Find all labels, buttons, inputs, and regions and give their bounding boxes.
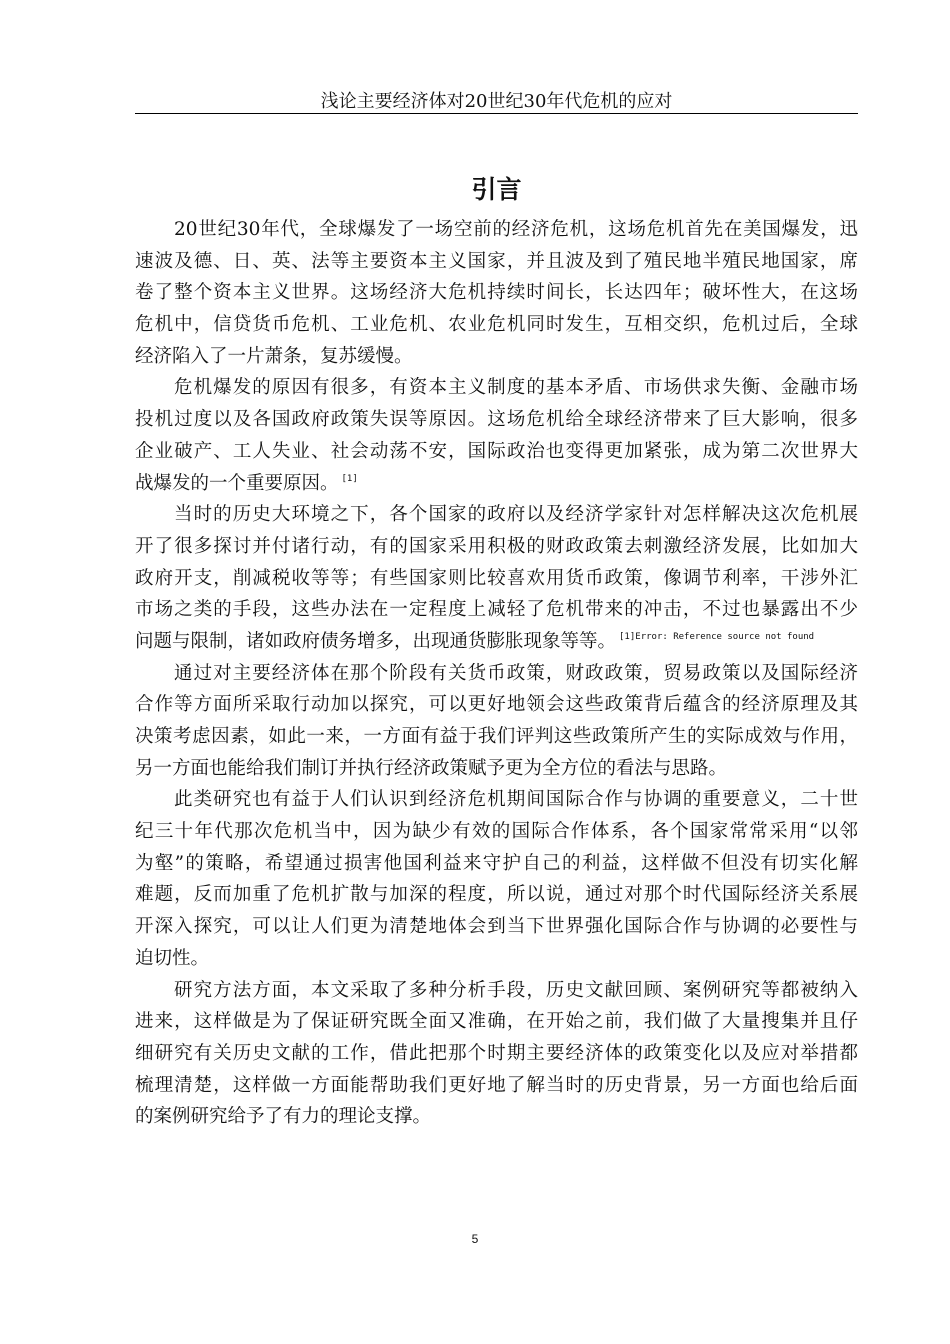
running-header: 浅论主要经济体对20世纪30年代危机的应对 (320, 91, 673, 112)
text-line: 危机中，信贷货币危机、工业危机、农业危机同时发生，互相交织，危机过后，全球 (135, 314, 858, 336)
text-line: 决策考虑因素，如此一来，一方面有益于我们评判这些政策所产生的实际成效与作用， (135, 726, 858, 747)
text-line: 政府开支，削减税收等等；有些国家则比较喜欢用货币政策，像调节利率，干涉外汇 (135, 567, 858, 589)
text-line: 另一方面也能给我们制订并执行经济政策赋予更为全方位的看法与思路。 (135, 757, 728, 779)
citation-reference[interactable]: [1] (341, 473, 358, 484)
text-line: 卷了整个资本主义世界。这场经济大危机持续时间长，长达四年；破坏性大，在这场 (135, 282, 858, 304)
text-line: 此类研究也有益于人们认识到经济危机期间国际合作与协调的重要意义，二十世 (174, 789, 858, 811)
text-line: 为壑”的策略，希望通过损害他国利益来守护自己的利益，这样做不但没有切实化解 (135, 852, 858, 874)
page-number: 5 (471, 1232, 479, 1246)
text-line: 企业破产、工人失业、社会动荡不安，国际政治也变得更加紧张，成为第二次世界大 (135, 440, 858, 462)
text-line: 梳理清楚，这样做一方面能帮助我们更好地了解当时的历史背景，另一方面也给后面 (135, 1074, 858, 1096)
text-line: 速波及德、日、英、法等主要资本主义国家，并且波及到了殖民地半殖民地国家，席 (135, 250, 858, 272)
text-line: 开深入探究，可以让人们更为清楚地体会到当下世界强化国际合作与协调的必要性与 (135, 916, 858, 938)
text-line: 细研究有关历史文献的工作，借此把那个时期主要经济体的政策变化以及应对举措都 (135, 1042, 858, 1064)
text-line: 危机爆发的原因有很多，有资本主义制度的基本矛盾、市场供求失衡、金融市场 (174, 377, 858, 399)
text-line (135, 626, 858, 658)
text-line: 经济陷入了一片萧条，复苏缓慢。 (135, 345, 413, 367)
paragraph (135, 975, 858, 1133)
text-line: 当时的历史大环境之下，各个国家的政府以及经济学家针对怎样解决这次危机展 (174, 504, 858, 526)
citation-reference[interactable]: [1]Error: Reference source not found (619, 631, 815, 642)
text-line: 开了很多探讨并付诸行动，有的国家采用积极的财政政策去刺激经济发展，比如加大 (135, 535, 858, 557)
text-line: 投机过度以及各国政府政策失误等原因。这场危机给全球经济带来了巨大影响，很多 (135, 409, 858, 431)
section-title: 引言 (471, 175, 522, 204)
paragraph (135, 214, 858, 372)
text-line-content: 战爆发的一个重要原因。 (135, 472, 339, 494)
body-text (135, 214, 858, 1133)
text-line: 纪三十年代那次危机当中，因为缺少有效的国际合作体系，各个国家常常采用“以邻 (135, 821, 858, 843)
text-line: 研究方法方面，本文采取了多种分析手段，历史文献回顾、案例研究等都被纳入 (174, 979, 858, 1001)
text-line: 难题，反而加重了危机扩散与加深的程度，所以说，通过对那个时代国际经济关系展 (135, 884, 858, 906)
text-line: 20世纪30年代，全球爆发了一场空前的经济危机，这场危机首先在美国爆发，迅 (174, 219, 858, 240)
text-line: 通过对主要经济体在那个阶段有关货币政策，财政政策，贸易政策以及国际经济 (174, 662, 858, 684)
text-line: 的案例研究给予了有力的理论支撑。 (135, 1106, 432, 1128)
text-line: 进来，这样做是为了保证研究既全面又准确，在开始之前，我们做了大量搜集并且仔 (135, 1011, 858, 1033)
paragraph (135, 372, 858, 499)
header-divider (135, 113, 858, 114)
text-line: 迫切性。 (135, 947, 210, 969)
text-line-content: 问题与限制，诸如政府债务增多，出现通货膨胀现象等等。 (135, 630, 617, 652)
text-line (135, 468, 858, 500)
paragraph (135, 499, 858, 657)
paragraph (135, 784, 858, 974)
paragraph (135, 658, 858, 785)
text-line: 合作等方面所采取行动加以探究，可以更好地领会这些政策背后蕴含的经济原理及其 (135, 694, 858, 716)
text-line: 市场之类的手段，这些办法在一定程度上减轻了危机带来的冲击，不过也暴露出不少 (135, 599, 858, 621)
